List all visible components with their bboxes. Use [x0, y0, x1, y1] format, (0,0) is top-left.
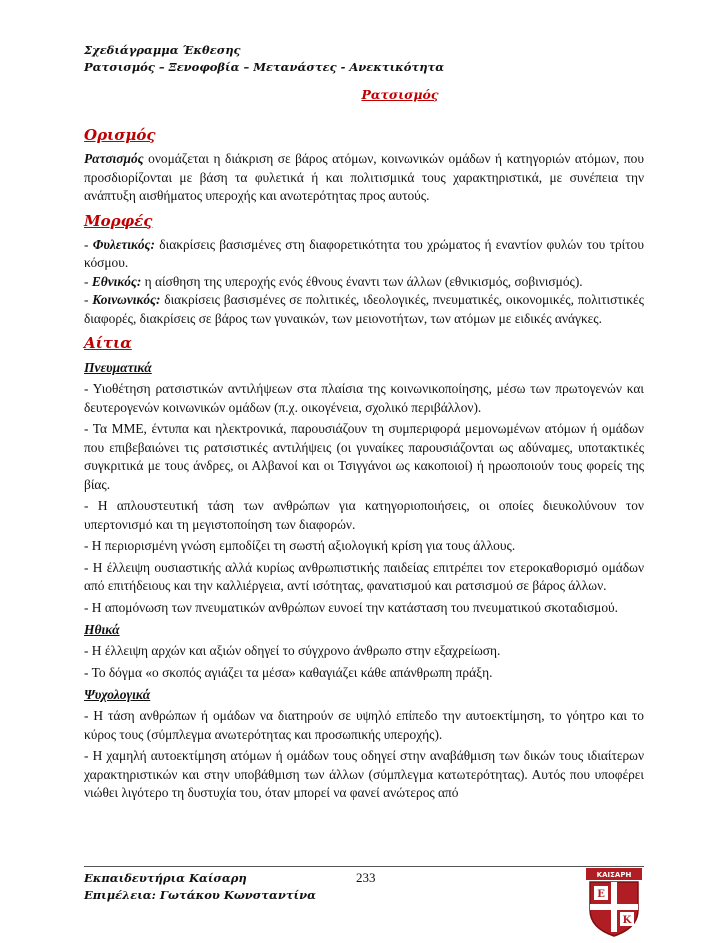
definition-term: Ρατσισμός: [84, 151, 144, 166]
form-item-term: Εθνικός:: [91, 273, 142, 289]
list-item: - Το δόγμα «ο σκοπός αγιάζει τα μέσα» καθαγιάζει κάθε απάνθρωπη πράξη.: [84, 664, 493, 680]
list-item: - Η περιορισμένη γνώση εμποδίζει τη σωστή αξιολογική κρίση για τους άλλους.: [84, 538, 516, 553]
definition-text: ονομάζεται η διάκριση σε βάρος ατόμων, κοινωνικών ομάδων ή κατηγοριών ατόμων, που προσδιορίζονται με βάση τα φυλετικά ή και πολιτισμικά τους χαρακτηριστικά, με συνέπεια την ανάπτυξη αισθήματος υπεροχής και ανωτερότητας προς αυτούς.: [84, 151, 644, 203]
form-item-prefix: -: [84, 292, 93, 307]
form-item-text: η αίσθηση της υπεροχής ενός έθνους έναντι των άλλων (εθνικισμός, σοβινισμός).: [141, 273, 583, 289]
page-number: 233: [356, 870, 376, 885]
list-item: - Η απλουστευτική τάση των ανθρώπων για κατηγοριοποιήσεις, οι οποίες διευκολύνουν τον υπερτονισμό και τη μεγιστοποίηση των διαφορών.: [84, 498, 644, 532]
footer-school: Εκπαιδευτήρια Καίσαρη: [84, 871, 247, 885]
form-item-text: διακρίσεις βασισμένες στη διαφορετικότητα του χρώματος ή εναντίον φυλών του τρίτου κόσμου.: [84, 236, 644, 270]
form-item-term: Φυλετικός:: [92, 236, 155, 252]
main-title-wrap: [0, 86, 728, 104]
form-item-prefix: -: [84, 273, 92, 289]
subsection-psychological-title: Ψυχολογικά: [84, 687, 151, 702]
list-item: - Η τάση ανθρώπων ή ομάδων να διατηρούν σε υψηλό επίπεδο την αυτοεκτίμηση, το γόητρο και το κύρος τους (σύμπλεγμα ανωτερότητας και προσωπικής υπεροχής).: [84, 708, 644, 742]
form-item-racial: [84, 236, 644, 273]
logo-cross-horizontal: [590, 904, 638, 910]
subsection-spiritual-title: Πνευματικά: [84, 360, 152, 375]
logo-text: ΚΑΙΣΑΡΗ: [596, 871, 632, 879]
header-title: Σχεδιάγραμμα Έκθεσης: [84, 43, 241, 57]
footer-divider: [84, 866, 644, 867]
content-body: [84, 120, 644, 806]
list-item: - Τα ΜΜΕ, έντυπα και ηλεκτρονικά, παρουσιάζουν τη συμπεριφορά μεμονωμένων ατόμων ή ομάδων που επιβεβαιώνει τις ρατσιστικές αντιλήψεις (οι γυναίκες παρουσιάζονται ως αδύναμες, υποτακτικές συγκριτικά με τους άνδρες, οι Αλβανοί και οι Τσιγγάνοι ως κακοποιοί) ή ηρωοποιούν τους φορείς της βίας.: [84, 421, 644, 492]
logo-letter-e: Ε: [597, 889, 605, 900]
list-item: - Η έλλειψη αρχών και αξιών οδηγεί το σύγχρονο άνθρωπο στην εξαχρείωση.: [84, 643, 501, 658]
list-item: - Η απομόνωση των πνευματικών ανθρώπων ευνοεί την κατάσταση του πνευματικού σκοταδισμού.: [84, 599, 619, 615]
form-item-text: διακρίσεις βασισμένες σε πολιτικές, ιδεολογικές, πνευματικές, οικονομικές, πολιτιστικές διαφορές, διακρίσεις σε βάρος των γυναικών, των μειονοτήτων, των ατόμων με ειδικές ανάγκες.: [84, 292, 644, 326]
list-item: - Η χαμηλή αυτοεκτίμηση ατόμων ή ομάδων τους οδηγεί στην αναβάθμιση των δικών τους ιδιαίτερων χαρακτηριστικών και στην υποβάθμιση των άλλων (σύμπλεγμα κατωτερότητας). Αυτός που υποφέρει νιώθει λιγότερο τη δυστυχία του, όταν μπορεί να φανεί ανώτερος από: [84, 748, 644, 800]
definition-paragraph: [84, 150, 644, 206]
list-item: - Η έλλειψη ουσιαστικής αλλά κυρίως ανθρωπιστικής παιδείας επιτρέπει τον ετεροκαθορισμό ομάδων από επιτήδειους και την καλλιέργεια, αντί ισότητας, φανατισμού και ρατσισμού σε βάρος άλλων.: [84, 559, 644, 593]
form-item-social: [84, 291, 644, 328]
subsection-ethical-title: Ηθικά: [84, 622, 120, 637]
list-item: - Υιοθέτηση ρατσιστικών αντιλήψεων στα πλαίσια της κοινωνικοποίησης, μέσω των πρωτογενών και δευτερογενών κοινωνικών ομάδων (π.χ. οικογένεια, σχολικό περιβάλλον).: [84, 381, 644, 415]
form-item-term: Κοινωνικός:: [92, 292, 161, 307]
form-item-prefix: -: [84, 236, 93, 252]
section-forms-title: Μορφές: [84, 211, 153, 230]
header-subtitle: Ρατσισμός – Ξενοφοβία – Μετανάστες - Ανεκτικότητα: [84, 60, 445, 74]
form-item-national: [84, 273, 644, 292]
logo-letter-k: Κ: [622, 915, 632, 926]
footer-editor: Επιμέλεια: Γωτάκου Κωνσταντίνα: [84, 888, 316, 902]
school-logo: [584, 866, 644, 938]
main-title: Ρατσισμός: [361, 87, 439, 102]
section-causes-title: Αίτια: [84, 334, 132, 352]
section-definition-title: Ορισμός: [84, 126, 156, 144]
